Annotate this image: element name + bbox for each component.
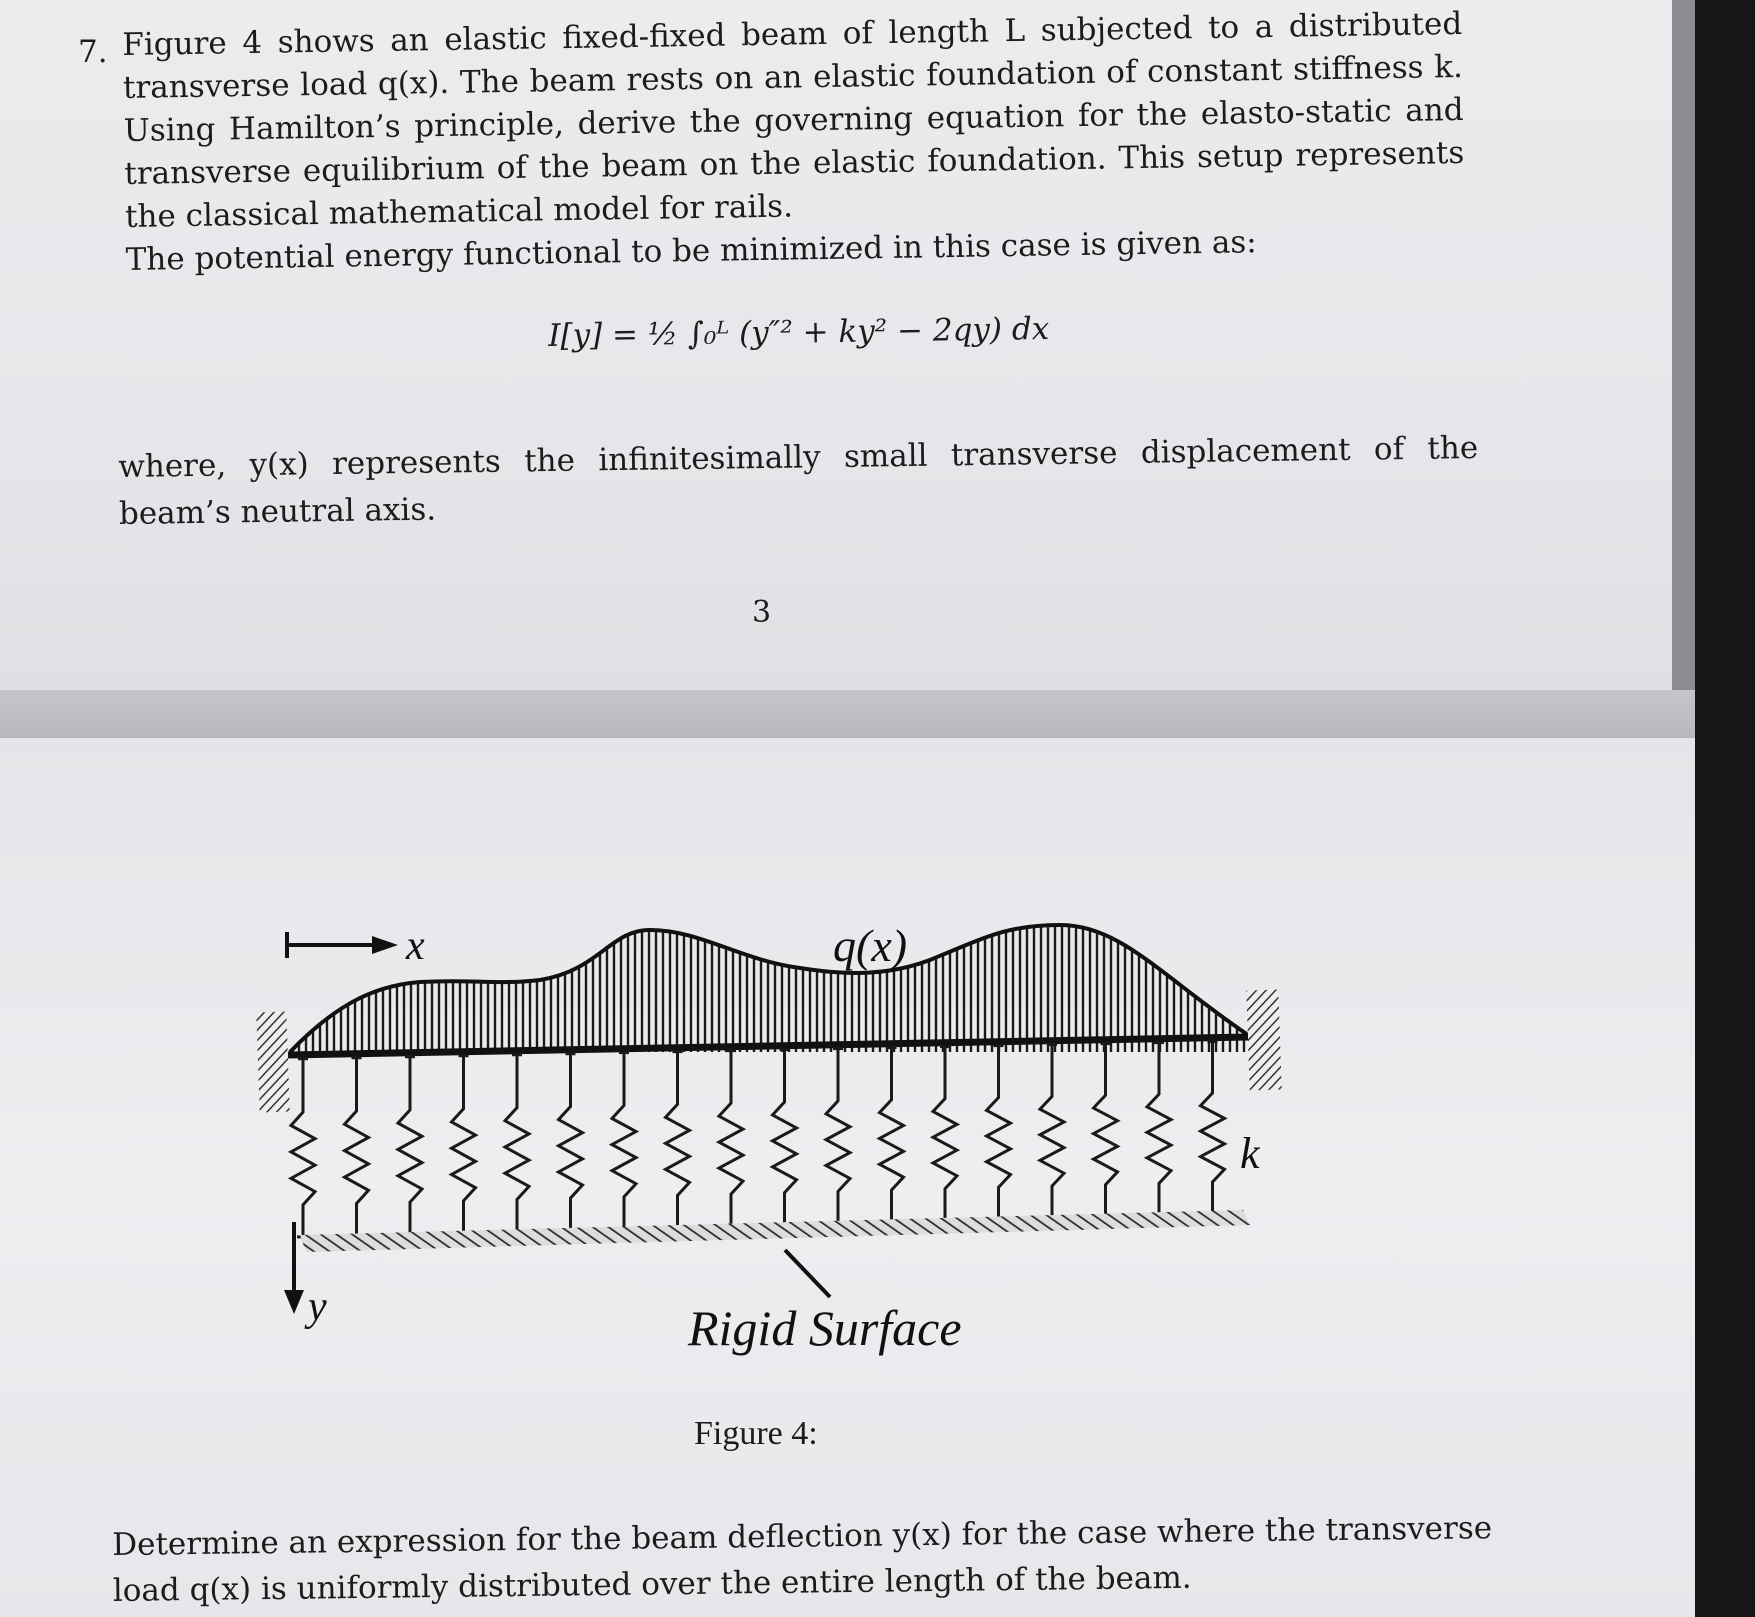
spring	[1040, 1045, 1064, 1217]
spring-foundation	[291, 1042, 1225, 1237]
load-label: q(x)	[833, 920, 908, 971]
followup-line-1: Determine an expression for the beam deflection y(x) for the case where the transverse	[112, 1510, 1493, 1563]
distributed-load	[290, 900, 1248, 1060]
spring	[880, 1048, 904, 1222]
followup-question	[112, 1505, 1533, 1614]
surface-label: Rigid Surface	[688, 1300, 962, 1356]
spring	[987, 1046, 1011, 1219]
spring	[666, 1052, 690, 1227]
functional-intro: The potential energy functional to be minimized in this case is given as:	[125, 224, 1257, 278]
question-number: 7.	[78, 34, 108, 70]
stiffness-label: k	[1240, 1129, 1260, 1178]
where-clause: where, y(x) represents the infinitesimally small transverse displacement of the beam’s neutral axis.	[118, 430, 1479, 532]
spring	[1094, 1044, 1118, 1216]
spring	[291, 1059, 315, 1237]
followup-line-2: load q(x) is uniformly distributed over the entire length of the beam.	[112, 1559, 1192, 1609]
spring	[1147, 1043, 1171, 1215]
spring	[719, 1051, 743, 1226]
x-axis-label: x	[406, 923, 425, 969]
y-axis-label: y	[308, 1284, 327, 1330]
spring	[612, 1053, 636, 1229]
spring	[773, 1050, 797, 1224]
page-number: 3	[752, 595, 772, 630]
left-fixed-support	[256, 1012, 289, 1113]
spring	[345, 1058, 369, 1236]
figure-caption: Figure 4:	[694, 1415, 818, 1452]
spring	[559, 1054, 583, 1230]
right-fixed-support	[1246, 989, 1281, 1090]
spring	[398, 1057, 422, 1234]
spring	[1201, 1042, 1225, 1213]
spring	[452, 1056, 476, 1233]
question-intro: Figure 4 shows an elastic fixed-fixed beam of length L subjected to a distributed transverse load q(x). The beam rests on an elastic foundation of constant stiffness k. Using Hamilton’s principle, derive the governing equation for the elasto-static and transverse equilibrium of the beam on the elastic foundation. This setup represents the classical mathematical model for rails.	[122, 5, 1465, 235]
x-axis-arrow	[287, 932, 398, 958]
spring	[505, 1055, 529, 1232]
rigid-surface	[300, 1210, 1250, 1252]
spring	[826, 1049, 850, 1223]
spring	[933, 1047, 957, 1220]
energy-functional: I[y] = ½ ∫₀ᴸ (y″² + ky² − 2qy) dx	[548, 311, 1050, 354]
surface-pointer	[785, 1250, 830, 1297]
